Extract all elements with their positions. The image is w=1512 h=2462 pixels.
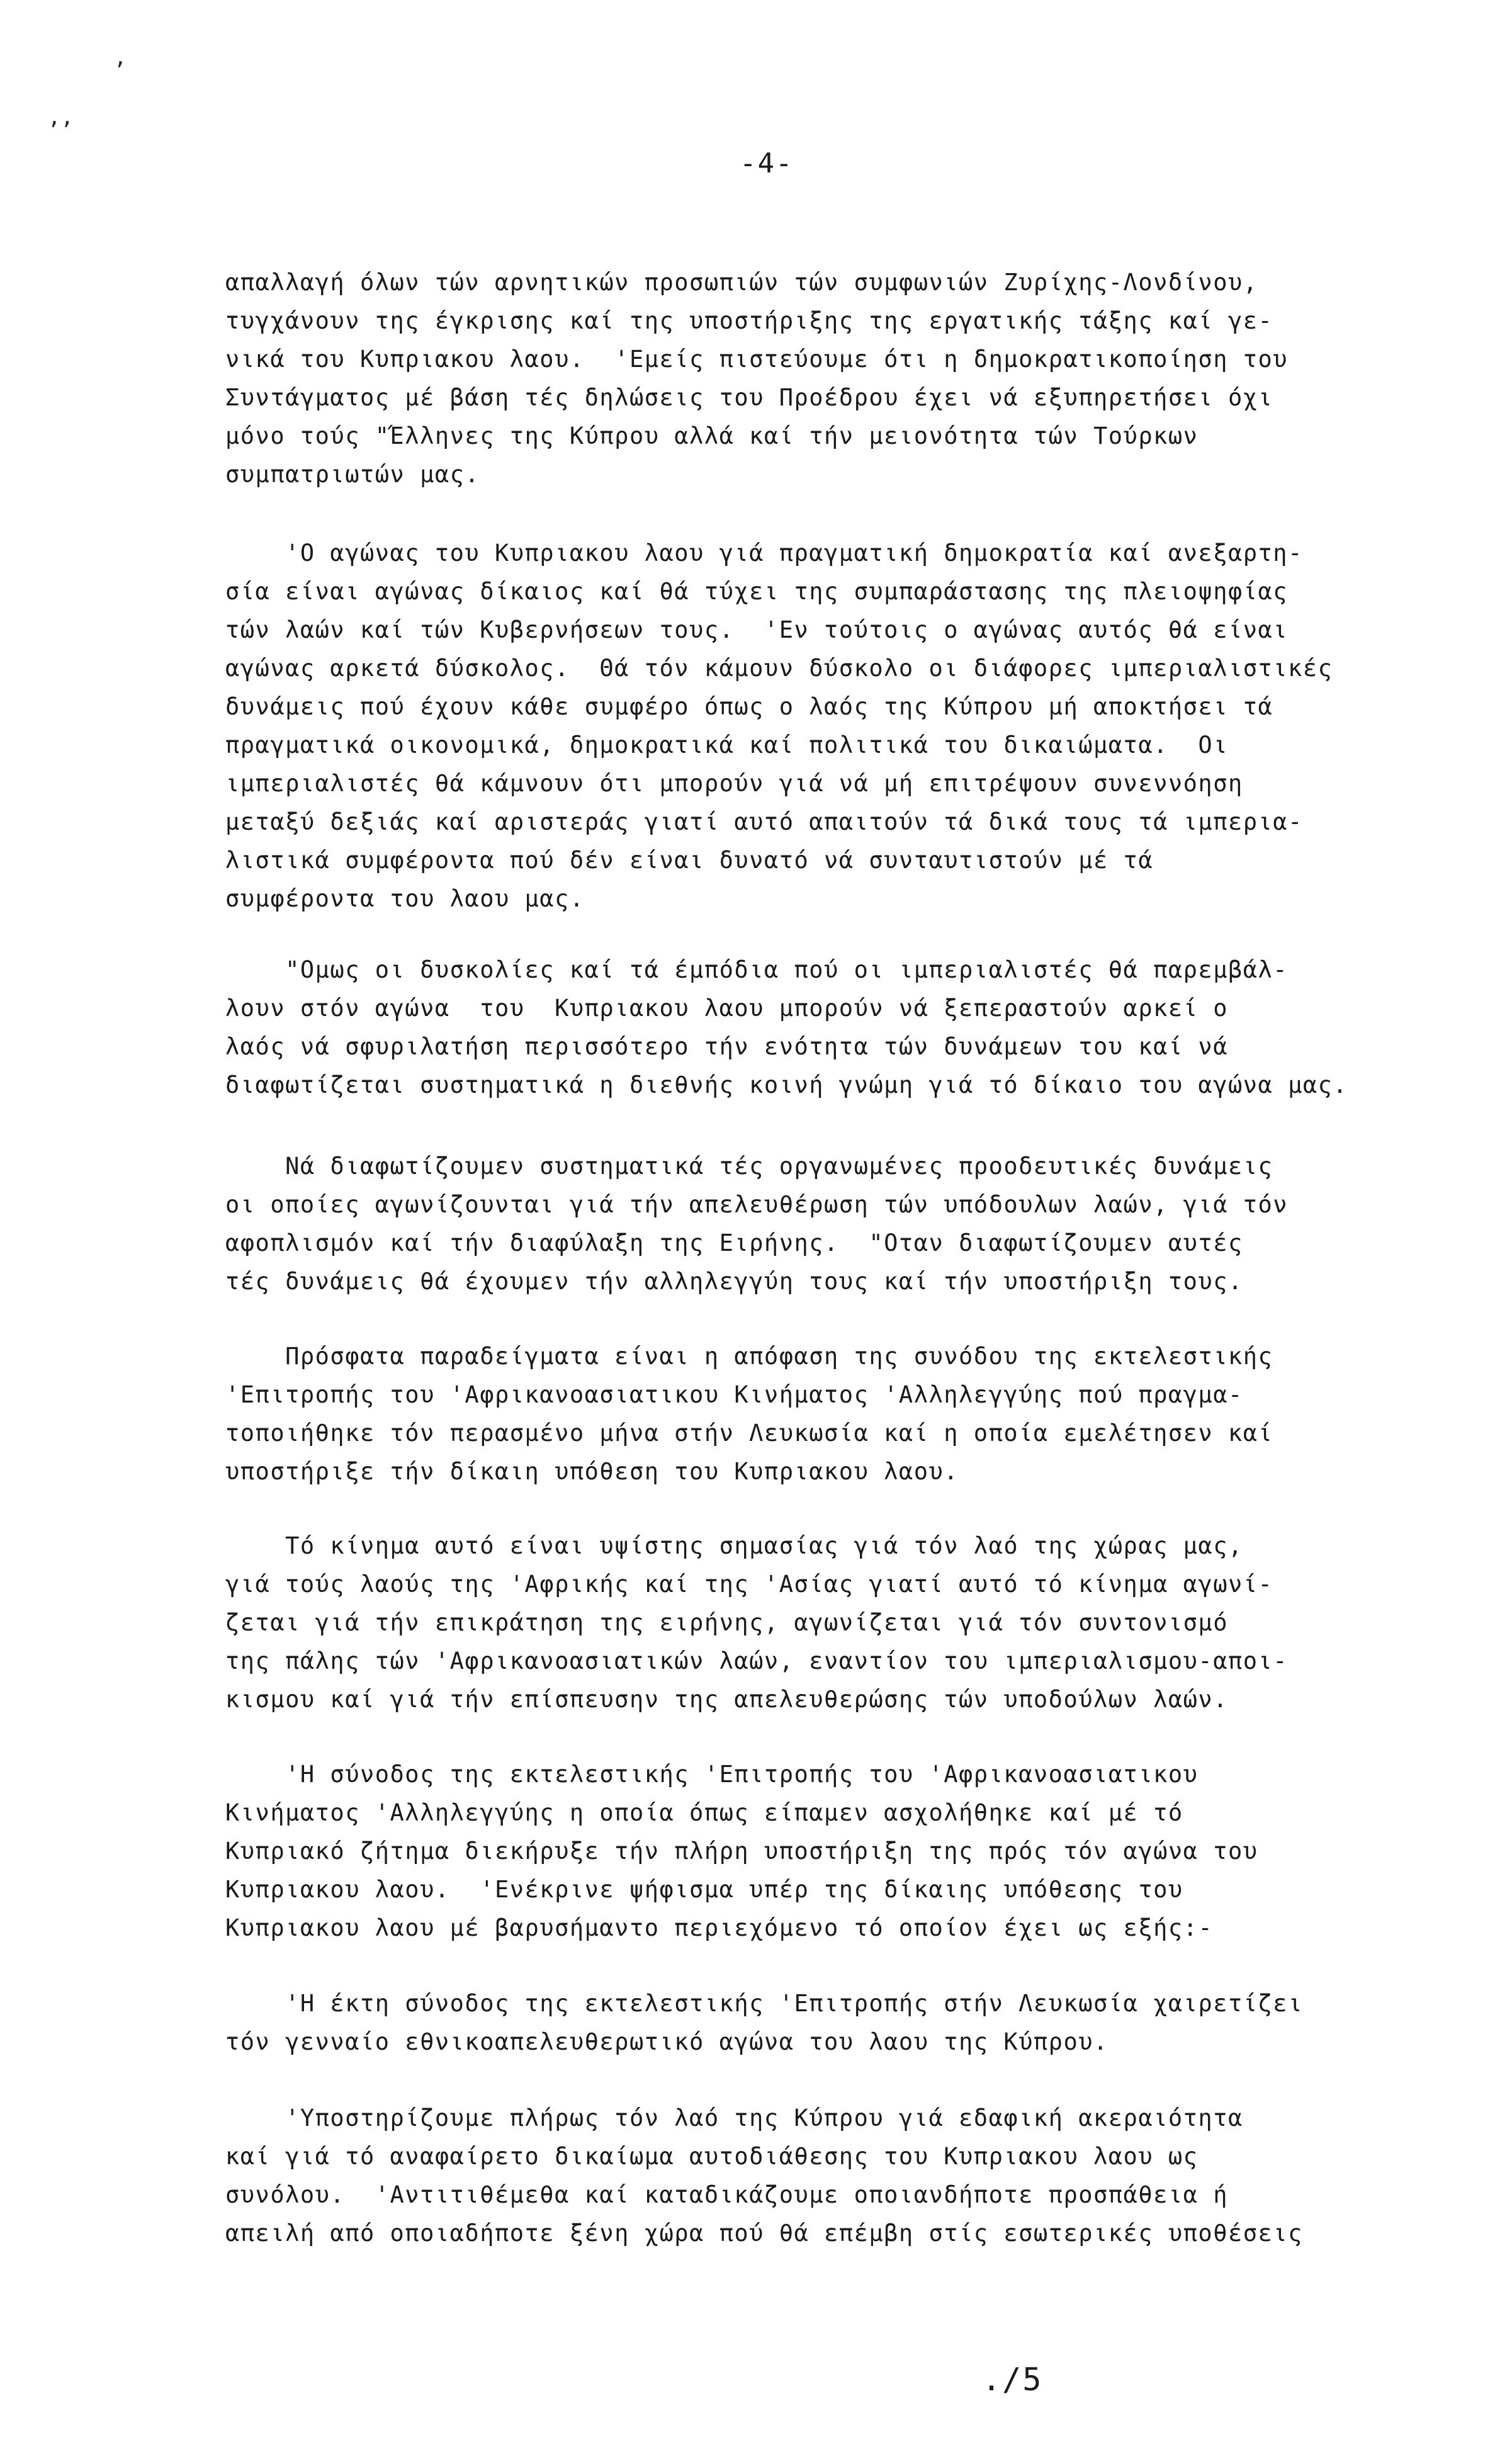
paragraph	[225, 1984, 1409, 2061]
text-line: συμπατριωτών μας.	[225, 461, 480, 488]
text-line: οι οποίες αγωνίζουνται γιά τήν απελευθέρωση τών υπόδουλων λαών, γιά τόν	[225, 1191, 1289, 1218]
text-line: Συντάγματος μέ βάση τές δηλώσεις του Προέδρου έχει νά εξυπηρετήσει όχι	[225, 384, 1273, 411]
paragraph	[225, 1755, 1409, 1947]
text-line: συμφέροντα του λαου μας.	[225, 885, 585, 912]
text-line: δυνάμεις πού έχουν κάθε συμφέρο όπως ο λαός της Κύπρου μή αποκτήσει τά	[225, 693, 1273, 720]
text-line: τυγχάνουν της έγκρισης καί της υποστήριξης της εργατικής τάξης καί γε-	[225, 307, 1273, 334]
page-number: -4-	[740, 147, 794, 179]
text-line: Τό κίνημα αυτό είναι υψίστης σημασίας γιά τόν λαό της χώρας μας,	[225, 1532, 1243, 1559]
text-line: ζεται γιά τήν επικράτηση της ειρήνης, αγωνίζεται γιά τόν συντονισμό	[225, 1609, 1228, 1636]
text-line: καί γιά τό αναφαίρετο δικαίωμα αυτοδιάθεσης του Κυπριακου λαου ως	[225, 2143, 1199, 2170]
text-line: σία είναι αγώνας δίκαιος καί θά τύχει της συμπαράστασης της πλειοψηφίας	[225, 578, 1289, 605]
text-line: τών λαών καί τών Κυβερνήσεων τους. 'Εν τούτοις ο αγώνας αυτός θά είναι	[225, 616, 1289, 643]
text-line: Κυπριακό ζήτημα διεκήρυξε τήν πλήρη υποστήριξη της πρός τόν αγώνα του	[225, 1838, 1258, 1865]
paragraph	[225, 2099, 1409, 2252]
text-line: 'Υποστηρίζουμε πλήρως τόν λαό της Κύπρου γιά εδαφική ακεραιότητα	[225, 2104, 1243, 2132]
text-line: κισμου καί γιά τήν επίσπευσην της απελευθερώσης τών υποδούλων λαών.	[225, 1686, 1228, 1713]
text-line: αγώνας αρκετά δύσκολος. Θά τόν κάμουν δύσκολο οι διάφορες ιμπεριαλιστικές	[225, 655, 1333, 682]
text-line: λουν στόν αγώνα του Κυπριακου λαου μπορούν νά ξεπεραστούν αρκεί ο	[225, 995, 1228, 1022]
text-line: Κινήματος 'Αλληλεγγύης η οποία όπως είπαμεν ασχολήθηκε καί μέ τό	[225, 1799, 1183, 1826]
text-line: μεταξύ δεξιάς καί αριστεράς γιατί αυτό απαιτούν τά δικά τους τά ιμπερια-	[225, 808, 1303, 835]
text-line: Κυπριακου λαου μέ βαρυσήμαντο περιεχόμενο τό οποίον έχει ως εξής:-	[225, 1914, 1214, 1941]
text-line: λιστικά συμφέροντα πού δέν είναι δυνατό νά συνταυτιστούν μέ τά	[225, 847, 1154, 874]
text-line: τές δυνάμεις θά έχουμεν τήν αλληλεγγύη τους καί τήν υποστήριξη τους.	[225, 1268, 1243, 1295]
text-line: υποστήριξε τήν δίκαιη υπόθεση του Κυπριακου λαου.	[225, 1458, 959, 1485]
text-line: 'Ο αγώνας του Κυπριακου λαου γιά πραγματική δημοκρατία καί ανεξαρτη-	[225, 539, 1303, 567]
continuation-marker: ./5	[982, 2361, 1043, 2398]
paragraph	[225, 263, 1409, 494]
text-line: Πρόσφατα παραδείγματα είναι η απόφαση της συνόδου της εκτελεστικής	[225, 1343, 1273, 1370]
paragraph	[225, 1527, 1409, 1719]
text-line: πραγματικά οικονομικά, δημοκρατικά καί πολιτικά του δικαιώματα. Οι	[225, 731, 1228, 759]
text-line: Νά διαφωτίζουμεν συστηματικά τές οργανωμένες προοδευτικές δυνάμεις	[225, 1153, 1273, 1180]
paragraph	[225, 1337, 1409, 1491]
text-line: απειλή από οποιαδήποτε ξένη χώρα πού θά επέμβη στίς εσωτερικές υποθέσεις	[225, 2220, 1303, 2247]
text-line: διαφωτίζεται συστηματικά η διεθνής κοινή γνώμη γιά τό δίκαιο του αγώνα μας.	[225, 1071, 1348, 1098]
text-line: 'Η έκτη σύνοδος της εκτελεστικής 'Επιτροπής στήν Λευκωσία χαιρετίζει	[225, 1990, 1303, 2017]
scan-mark: ʼ	[113, 58, 127, 83]
text-line: τόν γενναίο εθνικοαπελευθερωτικό αγώνα του λαου της Κύπρου.	[225, 2028, 1109, 2055]
paragraph	[225, 951, 1409, 1104]
text-line: ιμπεριαλιστές θά κάμνουν ότι μπορούν γιά νά μή επιτρέψουν συνεννόηση	[225, 770, 1243, 797]
text-line: 'Επιτροπής του 'Αφρικανοασιατικου Κινήματος 'Αλληλεγγύης πού πραγμα-	[225, 1381, 1243, 1408]
text-line: Κυπριακου λαου. 'Ενέκρινε ψήφισμα υπέρ της δίκαιης υπόθεσης του	[225, 1876, 1183, 1903]
text-line: μόνο τούς "Έλληνες της Κύπρου αλλά καί τήν μειονότητα τών Τούρκων	[225, 422, 1199, 449]
scan-mark: ʼʼ	[47, 118, 73, 143]
text-line: νικά του Κυπριακου λαου. 'Εμείς πιστεύουμε ότι η δημοκρατικοποίηση του	[225, 346, 1289, 373]
text-line: τοποιήθηκε τόν περασμένο μήνα στήν Λευκωσία καί η οποία εμελέτησεν καί	[225, 1420, 1273, 1447]
text-line: "Ομως οι δυσκολίες καί τά έμπόδια πού οι ιμπεριαλιστές θά παρεμβάλ-	[225, 956, 1289, 983]
text-line: γιά τούς λαούς της 'Αφρικής καί της 'Ασίας γιατί αυτό τό κίνημα αγωνί-	[225, 1571, 1273, 1598]
text-line: 'Η σύνοδος της εκτελεστικής 'Επιτροπής του 'Αφρικανοασιατικου	[225, 1761, 1199, 1788]
text-line: λαός νά σφυριλατήση περισσότερο τήν ενότητα τών δυνάμεων του καί νά	[225, 1033, 1228, 1060]
text-line: απαλλαγή όλων τών αρνητικών προσωπιών τών συμφωνιών Ζυρίχης-Λονδίνου,	[225, 269, 1258, 296]
paragraph	[225, 1147, 1409, 1301]
text-line: συνόλου. 'Αντιτιθέμεθα καί καταδικάζουμε οποιανδήποτε προσπάθεια ή	[225, 2181, 1228, 2208]
paragraph	[225, 534, 1409, 918]
text-line: της πάλης τών 'Αφρικανοασιατικών λαών, εναντίον του ιμπεριαλισμου-αποι-	[225, 1647, 1289, 1674]
text-line: αφοπλισμόν καί τήν διαφύλαξη της Ειρήνης. "Οταν διαφωτίζουμεν αυτές	[225, 1229, 1243, 1256]
